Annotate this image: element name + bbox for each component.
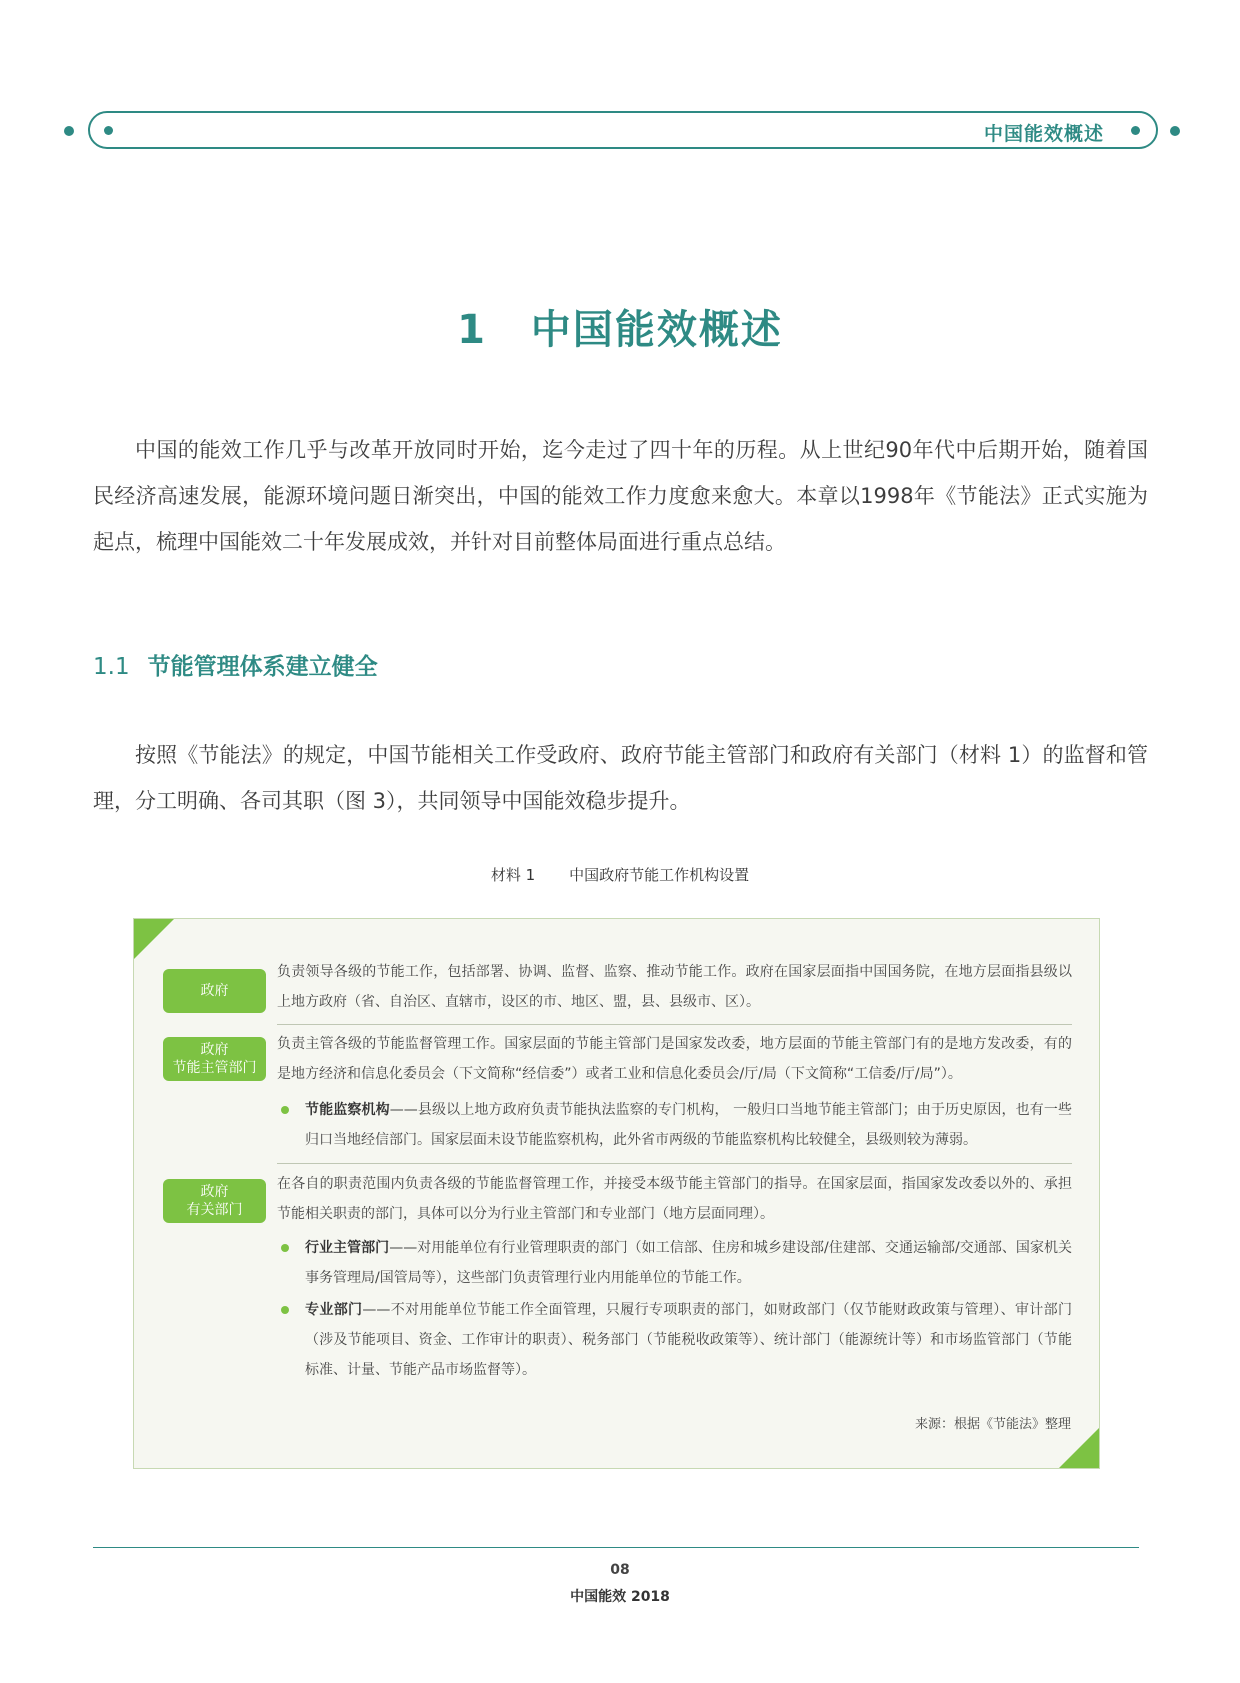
page-number: 08 <box>610 1562 630 1578</box>
tag-energy-authority <box>163 1037 266 1081</box>
bullet-item <box>277 1095 1072 1155</box>
section-paragraph: 按照《节能法》的规定，中国节能相关工作受政府、政府节能主管部门和政府有关部门（材料 1）的监督和管理，分工明确、各司其职（图 3），共同领导中国能效稳步提升。 <box>93 743 1148 813</box>
section-title-text: 节能管理体系建立健全 <box>147 654 378 680</box>
bullet-text: ——不对用能单位节能工作全面管理，只履行专项职责的部门，如财政部门（仅节能财政政策与管理）、审计部门（涉及节能项目、资金、工作审计的职责）、税务部门（节能税收政策等）、统计部门（能源统计等）和市场监管部门（节能标准、计量、节能产品市场监督等）。 <box>305 1302 1073 1378</box>
material-caption <box>0 864 1240 885</box>
corner-triangle-bottom-right <box>1059 1428 1099 1468</box>
header-inner-dot-left <box>104 126 113 135</box>
bullet-item <box>277 1295 1072 1385</box>
header-left-dot <box>64 126 74 136</box>
header-bar <box>88 111 1158 149</box>
section-number: 1.1 <box>93 654 130 680</box>
chapter-number: 1 <box>457 307 487 353</box>
material-box <box>133 918 1100 1469</box>
bullet-item <box>277 1233 1072 1293</box>
header-inner-dot-right <box>1131 126 1140 135</box>
bullet-text: ——县级以上地方政府负责节能执法监察的专门机构， 一般归口当地节能主管部门；由于历史原因，也有一些归口当地经信部门。国家层面未设节能监察机构，此外省市两级的节能监察机构比较健全，县级则较为薄弱。 <box>305 1102 1073 1148</box>
bullet-text: ——对用能单位有行业管理职责的部门（如工信部、住房和城乡建设部/住建部、交通运输部/交通部、国家机关事务管理局/国管局等），这些部门负责管理行业内用能单位的节能工作。 <box>305 1240 1073 1286</box>
caption-title: 中国政府节能工作机构设置 <box>569 866 750 884</box>
tag-government <box>163 969 266 1013</box>
tag-line: 政府 <box>200 983 229 999</box>
tag-line: 政府 <box>200 1042 229 1058</box>
tag-line: 节能主管部门 <box>172 1060 257 1076</box>
tag-related-departments <box>163 1179 266 1223</box>
header-title: 中国能效概述 <box>983 123 1104 145</box>
bullet-term: 行业主管部门 <box>305 1240 390 1256</box>
corner-triangle-top-left <box>134 919 174 959</box>
publication-name: 中国能效 2018 <box>570 1589 670 1605</box>
header-right-dot <box>1170 126 1180 136</box>
section-title <box>93 648 378 681</box>
tag-line: 政府 <box>200 1184 229 1200</box>
source-note: 来源：根据《节能法》整理 <box>914 1417 1071 1432</box>
bullet-term: 专业部门 <box>305 1302 363 1318</box>
chapter-title <box>0 298 1240 355</box>
block-text-government: 负责领导各级的节能工作，包括部署、协调、监督、监察、推动节能工作。政府在国家层面指中国国务院，在地方层面指县级以上地方政府（省、自治区、直辖市，设区的市、地区、盟，县、县级市、区）。 <box>277 964 1072 1010</box>
block-text-related-departments: 在各自的职责范围内负责各级的节能监督管理工作，并接受本级节能主管部门的指导。在国家层面，指国家发改委以外的、承担节能相关职责的部门，具体可以分为行业主管部门和专业部门（地方层面同理）。 <box>277 1176 1072 1222</box>
divider <box>277 1163 1072 1164</box>
divider <box>277 1024 1072 1025</box>
footer-divider <box>93 1547 1139 1548</box>
bullet-dot-icon <box>281 1244 289 1252</box>
bullet-dot-icon <box>281 1106 289 1114</box>
bullet-dot-icon <box>281 1306 289 1314</box>
bullet-term: 节能监察机构 <box>305 1102 390 1118</box>
block-text-energy-authority: 负责主管各级的节能监督管理工作。国家层面的节能主管部门是国家发改委，地方层面的节能主管部门有的是地方发改委，有的是地方经济和信息化委员会（下文简称“经信委”）或者工业和信息化委员会/厅/局（下文简称“工信委/厅/局”）。 <box>277 1036 1072 1082</box>
intro-paragraph: 中国的能效工作几乎与改革开放同时开始，迄今走过了四十年的历程。从上世纪90年代中后期开始，随着国民经济高速发展，能源环境问题日渐突出，中国的能效工作力度愈来愈大。本章以1998年《节能法》正式实施为起点，梳理中国能效二十年发展成效，并针对目前整体局面进行重点总结。 <box>93 438 1148 554</box>
tag-line: 有关部门 <box>186 1202 243 1218</box>
chapter-title-text: 中国能效概述 <box>530 307 783 353</box>
caption-label: 材料 1 <box>490 866 536 884</box>
